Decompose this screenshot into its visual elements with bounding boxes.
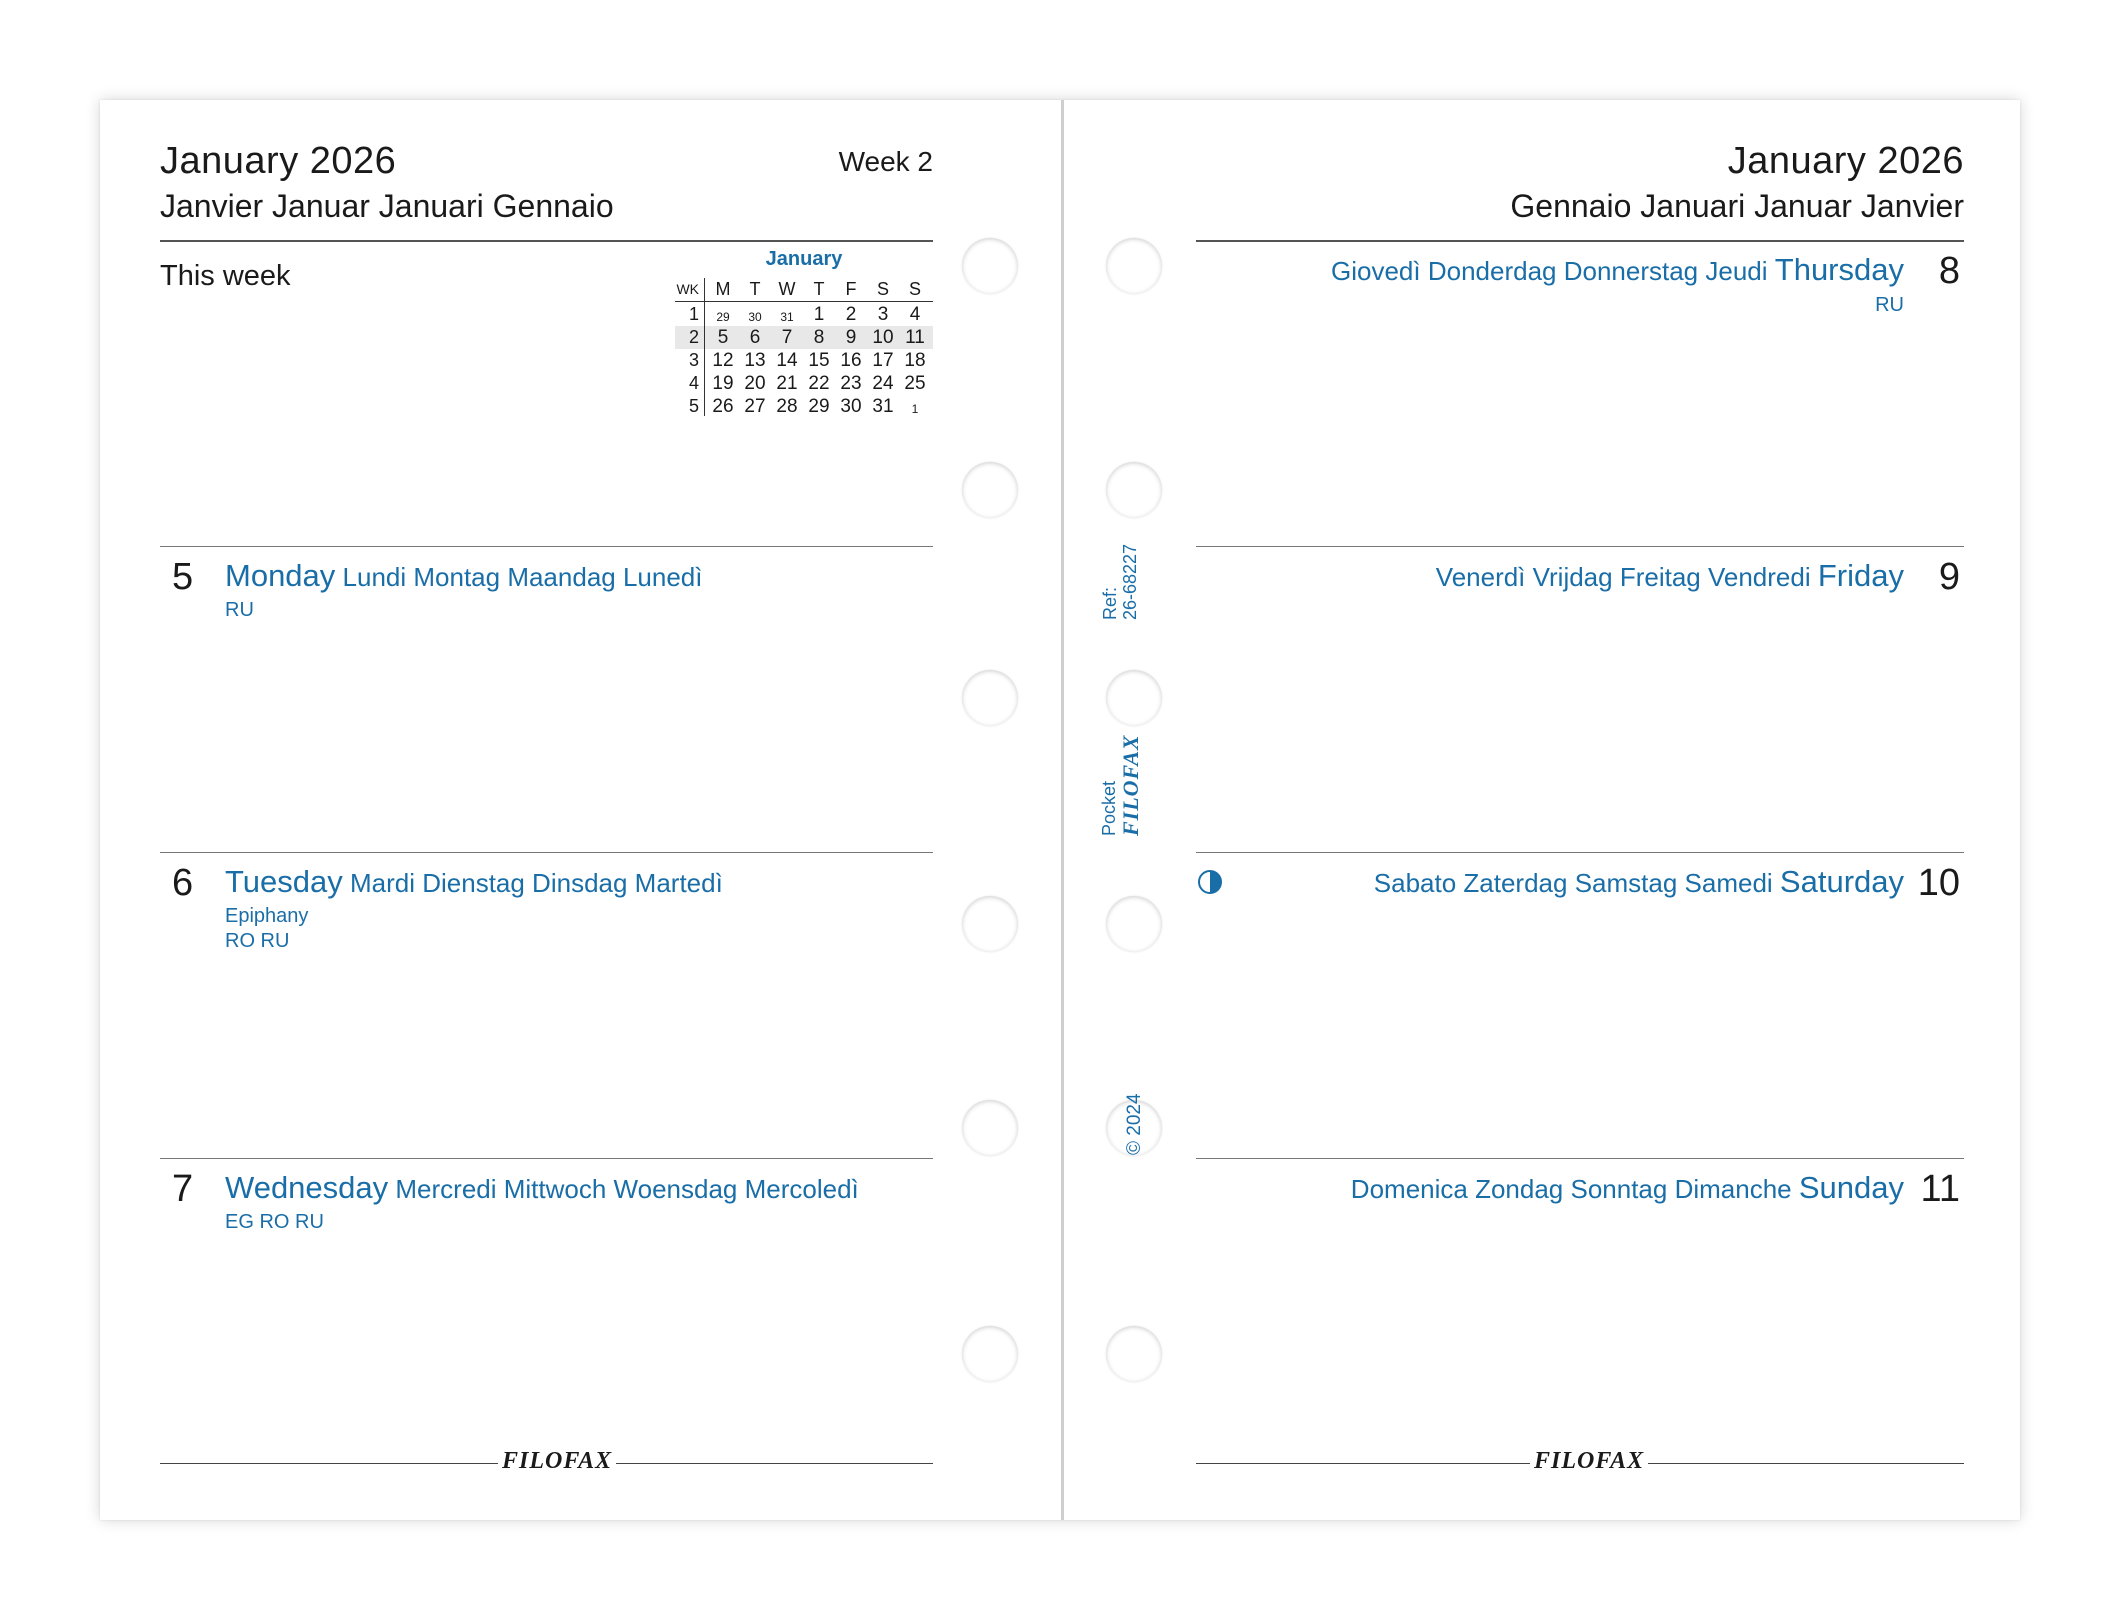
- binder-hole: [1106, 670, 1162, 726]
- mini-day: 19: [712, 373, 734, 394]
- mini-day: 30: [840, 396, 862, 417]
- mini-calendar-week-divider: [704, 278, 705, 416]
- day-translations: Sabato Zaterdag Samstag Samedi: [1373, 868, 1773, 898]
- day-number: 11: [1920, 1168, 1960, 1210]
- day-names: [1196, 252, 1904, 288]
- day-name: Friday: [1817, 558, 1904, 593]
- this-week-label: This week: [160, 260, 291, 292]
- mini-header-wk: WK: [676, 281, 699, 297]
- day-rule: [1196, 1158, 1964, 1159]
- mini-day: 31: [872, 396, 894, 417]
- binder-hole: [962, 670, 1018, 726]
- mini-header-day: F: [845, 279, 857, 299]
- day-note: EG RO RU: [225, 1211, 324, 1233]
- day-name: Saturday: [1779, 864, 1904, 899]
- day-name: Tuesday: [225, 864, 343, 899]
- page-subtitle: Janvier Januar Januari Gennaio: [160, 188, 614, 224]
- mini-week-number: 2: [688, 327, 699, 347]
- binder-hole: [962, 1100, 1018, 1156]
- copyright: © 2024: [1124, 1093, 1145, 1155]
- day-number: 9: [1938, 556, 1960, 598]
- right-page: [1064, 100, 2020, 1520]
- mini-day: 29: [808, 396, 830, 417]
- header-rule: [1196, 240, 1964, 242]
- mini-day: 9: [845, 327, 857, 348]
- mini-week-row: [675, 395, 933, 418]
- mini-header-day: M: [715, 279, 731, 299]
- mini-day: 31: [780, 310, 794, 324]
- mini-day: 25: [904, 373, 926, 394]
- day-number: 5: [172, 556, 194, 598]
- day-note: RU: [1875, 294, 1904, 316]
- mini-day: 24: [872, 373, 894, 394]
- spine-brand-block: [1098, 734, 1142, 836]
- mini-calendar-header: [675, 278, 933, 301]
- mini-day: 2: [845, 304, 857, 325]
- binder-hole: [962, 896, 1018, 952]
- mini-day: 20: [744, 373, 766, 394]
- day-number: 7: [172, 1168, 194, 1210]
- day-number: 8: [1938, 250, 1960, 292]
- mini-day: 6: [749, 327, 761, 348]
- day-names: [1196, 1170, 1904, 1206]
- mini-calendar-month: January: [765, 248, 843, 270]
- mini-week-row: [675, 349, 933, 372]
- binder-hole: [1106, 896, 1162, 952]
- day-names: [1196, 864, 1904, 900]
- mini-day: 1: [911, 402, 919, 416]
- day-name: Thursday: [1774, 252, 1904, 287]
- pocket-label: Pocket: [1099, 780, 1119, 836]
- mini-header-day: W: [778, 279, 796, 299]
- mini-header-day: S: [908, 279, 921, 299]
- mini-day: 13: [744, 350, 766, 371]
- mini-week-row-current: [675, 326, 933, 349]
- day-rule: [1196, 852, 1964, 853]
- mini-day: 17: [872, 350, 894, 371]
- mini-week-number: 5: [688, 396, 699, 416]
- mini-week-number: 1: [688, 304, 699, 324]
- filofax-logo: FILOFAX: [1530, 1448, 1648, 1475]
- left-page: [100, 100, 1061, 1520]
- mini-day: 29: [716, 310, 730, 324]
- mini-week-number: 3: [688, 350, 699, 370]
- ref-code: 26-68227: [1120, 543, 1140, 620]
- mini-day: 30: [748, 310, 762, 324]
- day-number: 6: [172, 862, 194, 904]
- day-translations: Mercredi Mittwoch Woensdag Mercoledì: [395, 1174, 859, 1204]
- mini-day: 23: [840, 373, 862, 394]
- spine-filofax-logo: FILOFAX: [1118, 734, 1143, 836]
- ref-block: [1100, 544, 1140, 620]
- day-name: Wednesday: [225, 1170, 389, 1205]
- header-rule: [160, 240, 933, 242]
- mini-day: 28: [776, 396, 798, 417]
- mini-day: 4: [909, 304, 921, 325]
- day-names: [1196, 558, 1904, 594]
- mini-day: 8: [813, 327, 825, 348]
- day-translations: Venerdì Vrijdag Freitag Vendredi: [1435, 562, 1811, 592]
- holiday-label: Epiphany: [225, 905, 309, 927]
- binder-hole: [1106, 462, 1162, 518]
- day-rule: [160, 852, 933, 853]
- mini-calendar-divider: [675, 301, 933, 302]
- mini-header-day: T: [813, 279, 825, 299]
- day-name: Monday: [225, 558, 336, 593]
- mini-day: 11: [905, 327, 925, 348]
- binder-hole: [962, 462, 1018, 518]
- mini-day: 10: [872, 327, 894, 348]
- mini-day: 15: [808, 350, 830, 371]
- mini-header-day: T: [749, 279, 761, 299]
- binder-hole: [1106, 1326, 1162, 1382]
- day-rule: [160, 546, 933, 547]
- filofax-logo: FILOFAX: [498, 1448, 616, 1475]
- mini-day: 7: [781, 327, 793, 348]
- day-names: [225, 1170, 859, 1206]
- binder-hole: [962, 1326, 1018, 1382]
- binder-hole: [1106, 238, 1162, 294]
- mini-day: 14: [776, 350, 798, 371]
- mini-week-row: [675, 372, 933, 395]
- mini-day: 16: [840, 350, 862, 371]
- week-number: Week 2: [838, 146, 933, 177]
- mini-header-day: S: [876, 279, 889, 299]
- mini-day: 1: [813, 304, 825, 325]
- day-names: [225, 864, 723, 900]
- day-translations: Giovedì Donderdag Donnerstag Jeudi: [1331, 256, 1768, 286]
- day-translations: Lundi Montag Maandag Lunedì: [342, 562, 703, 592]
- mini-day: 27: [744, 396, 766, 417]
- page-title: January 2026: [160, 140, 397, 182]
- binder-hole: [962, 238, 1018, 294]
- mini-week-row: [675, 303, 933, 326]
- day-note: RU: [225, 599, 254, 621]
- mini-week-number: 4: [688, 373, 699, 393]
- day-rule: [1196, 546, 1964, 547]
- mini-day: 3: [877, 304, 889, 325]
- day-names: [225, 558, 702, 594]
- mini-day: 5: [717, 327, 729, 348]
- mini-day: 21: [776, 373, 798, 394]
- day-number: 10: [1917, 862, 1960, 904]
- ref-label: Ref:: [1100, 586, 1120, 620]
- day-name: Sunday: [1798, 1170, 1904, 1205]
- day-translations: Domenica Zondag Sonntag Dimanche: [1350, 1174, 1792, 1204]
- day-rule: [160, 1158, 933, 1159]
- mini-day: 26: [712, 396, 734, 417]
- page-subtitle: Gennaio Januari Januar Janvier: [1510, 188, 1964, 224]
- page-title: January 2026: [1727, 140, 1964, 182]
- day-note: RO RU: [225, 930, 290, 952]
- mini-day: 12: [712, 350, 734, 371]
- mini-day: 18: [904, 350, 926, 371]
- mini-day: 22: [808, 373, 830, 394]
- day-translations: Mardi Dienstag Dinsdag Martedì: [349, 868, 723, 898]
